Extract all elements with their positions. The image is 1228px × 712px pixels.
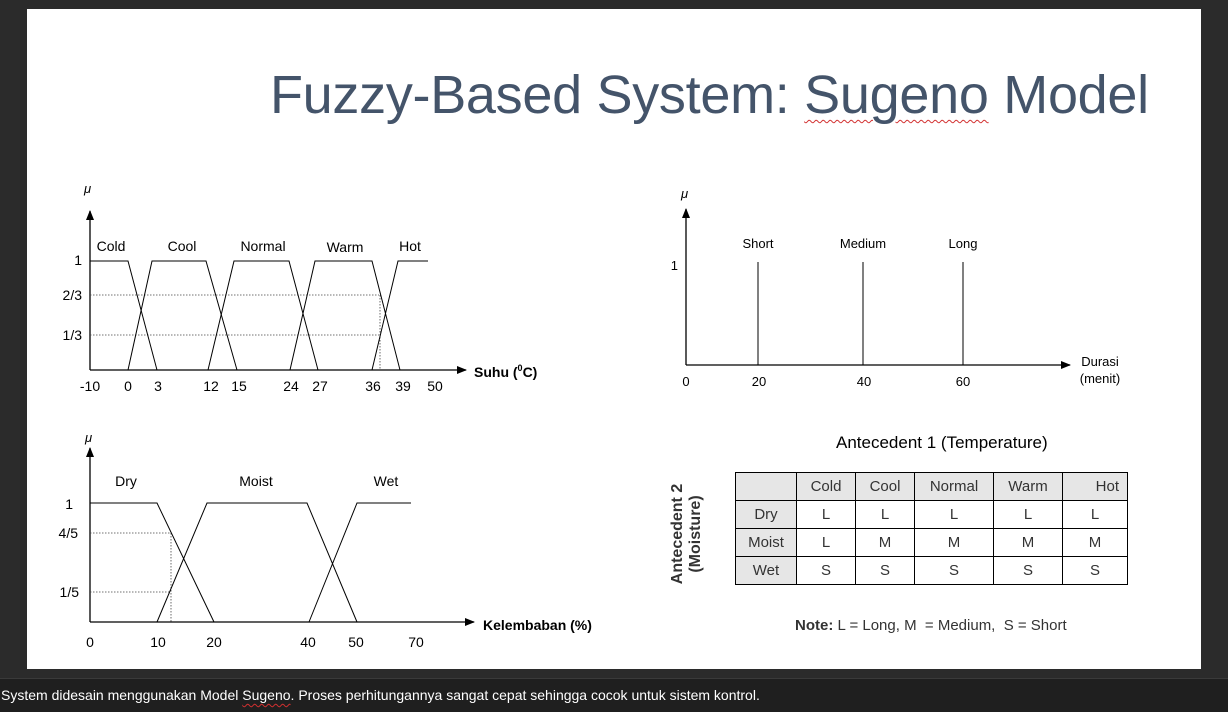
table-cell: M [856, 529, 915, 557]
moist-mu-label: μ [85, 430, 93, 445]
column-header: Cool [856, 473, 915, 501]
set-label-wet: Wet [373, 473, 399, 489]
speaker-notes-pane[interactable] [0, 678, 1228, 712]
table-cell: S [1063, 557, 1128, 585]
dur-mu-label: μ [681, 186, 689, 201]
moist-xtick: 40 [300, 634, 316, 650]
table-cell: L [1063, 501, 1128, 529]
temp-ytick-1: 1 [74, 252, 82, 268]
column-header: Hot [1063, 473, 1128, 501]
column-header: Warm [994, 473, 1063, 501]
temp-xtick: 12 [203, 378, 219, 394]
mf-wet [309, 503, 411, 622]
set-label-normal: Normal [240, 238, 286, 254]
dur-axis-label: Durasi [1081, 354, 1119, 369]
table-cell: M [994, 529, 1063, 557]
temp-xtick: 0 [124, 378, 132, 394]
rule-table-header [736, 473, 1128, 501]
temp-ytick-1-3: 1/3 [62, 327, 82, 343]
dur-xtick: 0 [682, 374, 690, 389]
set-label-warm: Warm [326, 239, 364, 255]
rule-table [735, 472, 1128, 585]
rule-table-title: Antecedent 1 (Temperature) [836, 433, 1048, 452]
slide-title: Fuzzy-Based System: Sugeno Model [270, 65, 1149, 125]
temperature-membership-chart [63, 181, 538, 394]
mf-warm [290, 261, 400, 370]
moist-xtick: 0 [86, 634, 94, 650]
spellcheck-word: Sugeno [242, 687, 291, 703]
table-cell: L [856, 501, 915, 529]
table-row [736, 529, 1128, 557]
table-cell: S [915, 557, 994, 585]
table-row [736, 501, 1128, 529]
temp-mu-label: μ [84, 181, 92, 196]
column-header: Cold [797, 473, 856, 501]
table-cell: S [856, 557, 915, 585]
table-cell: L [797, 501, 856, 529]
row-label: Wet [736, 557, 797, 585]
table-cell: M [915, 529, 994, 557]
duration-singleton-chart [671, 186, 1120, 389]
table-cell: L [915, 501, 994, 529]
dur-xtick: 60 [955, 374, 971, 389]
temp-xtick: 15 [231, 378, 247, 394]
table-cell: M [1063, 529, 1128, 557]
dur-xtick: 40 [856, 374, 872, 389]
spellcheck-word: Sugeno [804, 65, 989, 125]
temp-xtick: 50 [427, 378, 443, 394]
moist-xtick: 20 [206, 634, 222, 650]
row-label: Moist [736, 529, 797, 557]
set-label-medium: Medium [839, 236, 887, 251]
column-header: Normal [915, 473, 994, 501]
set-label-dry: Dry [115, 473, 137, 489]
mf-dry [90, 503, 214, 622]
moist-xtick: 50 [348, 634, 364, 650]
table-row [736, 557, 1128, 585]
temp-xtick: 39 [395, 378, 411, 394]
mf-normal [208, 261, 318, 370]
table-cell: L [797, 529, 856, 557]
table-cell: L [994, 501, 1063, 529]
table-cell: S [797, 557, 856, 585]
table-corner [736, 473, 797, 501]
dur-xtick: 20 [751, 374, 767, 389]
mf-moist [157, 503, 357, 622]
temp-xtick: 3 [154, 378, 162, 394]
moist-ytick-4-5: 4/5 [58, 525, 78, 541]
set-label-hot: Hot [399, 238, 421, 254]
dur-axis-label: (menit) [1079, 371, 1121, 386]
temp-xtick: 36 [365, 378, 381, 394]
set-label-long: Long [948, 236, 978, 251]
moist-ytick-1: 1 [65, 496, 73, 512]
moist-xtick: 10 [150, 634, 166, 650]
set-label-cool: Cool [167, 238, 197, 254]
temp-ytick-2-3: 2/3 [62, 287, 82, 303]
moist-axis-label: Kelembaban (%) [483, 617, 592, 633]
temp-xtick: 24 [283, 378, 299, 394]
mf-cold [90, 261, 157, 370]
temp-xtick: -10 [79, 378, 101, 394]
moist-ytick-1-5: 1/5 [59, 584, 79, 600]
set-label-cold: Cold [96, 238, 126, 254]
moisture-membership-chart [59, 430, 592, 650]
set-label-moist: Moist [239, 473, 273, 489]
temp-axis-label: Suhu ($^0$C) [474, 363, 538, 380]
legend-note: Note: L = Long, M = Medium, S = Short [795, 617, 1067, 634]
rule-table-side-title: Antecedent 2 (Moisture) [669, 483, 704, 585]
moist-xtick: 70 [408, 634, 424, 650]
table-cell: S [994, 557, 1063, 585]
row-label: Dry [736, 501, 797, 529]
mf-hot [372, 261, 428, 370]
temp-xtick: 27 [312, 378, 328, 394]
speaker-notes-text[interactable]: System didesain menggunakan Model Sugeno. Proses perhitungannya sangat cepat sehingga cocok untuk sistem kontrol. [1, 687, 760, 703]
dur-ytick-1: 1 [670, 258, 678, 273]
set-label-short: Short [742, 236, 774, 251]
